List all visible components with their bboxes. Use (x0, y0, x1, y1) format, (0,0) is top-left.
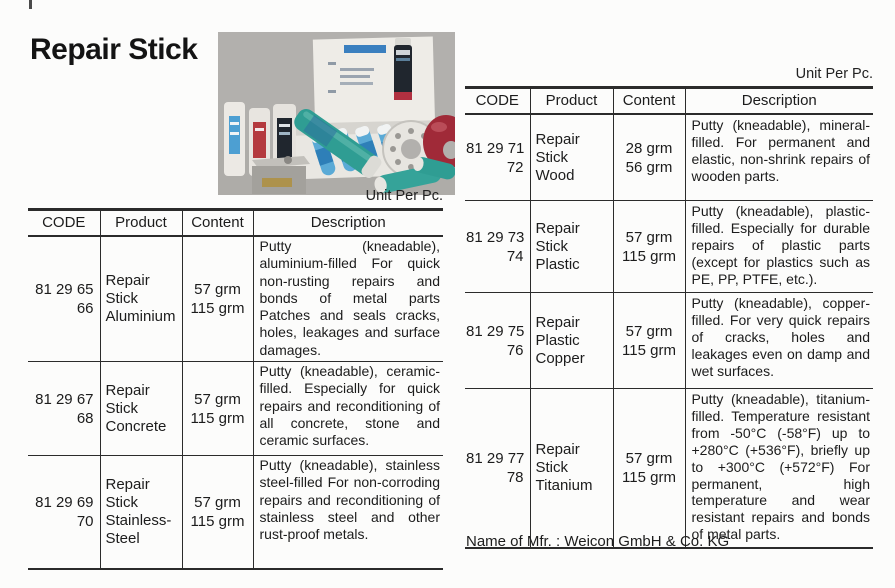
col-header-code: CODE (28, 210, 100, 237)
product-code-suffix: 70 (76, 513, 94, 530)
product-description: Putty (kneadable), mineral-filled. For permanent and elastic, non-shrink repairs of wooden parts. (685, 114, 873, 201)
content-cell (182, 362, 253, 456)
product-description: Putty (kneadable), titanium-filled. Temperature resistant from -50°C (-58°F) up to +280°C (+536°F), briefly up to +300°C (+572°F) For permanent, high temperature and wear resistant repairs and bonds of metal parts. (685, 389, 873, 549)
product-description: Putty (kneadable), plastic-filled. Especially for durable repairs of plastic parts (except for plastics such as PE, PP, PTFE, etc.). (685, 201, 873, 293)
content-weight: 57 grm (194, 390, 241, 408)
product-code-suffix: 78 (506, 469, 524, 486)
unit-per-pc-label: Unit Per Pc. (365, 188, 443, 204)
col-header-description: Description (685, 88, 873, 115)
product-code-cell (465, 389, 530, 549)
product-code-cell (28, 362, 100, 456)
product-photo-illustration (218, 32, 455, 195)
product-code: 81 29 73 (466, 228, 525, 246)
table-row (465, 114, 873, 201)
product-code-cell (465, 114, 530, 201)
scan-artifact (29, 0, 32, 9)
product-description: Putty (kneadable), copper-filled. For very quick repairs of cracks, holes and leakages even on damp and wet surfaces. (685, 293, 873, 389)
unit-per-pc-label: Unit Per Pc. (795, 66, 873, 82)
content-cell (613, 389, 685, 549)
product-code-suffix: 76 (506, 341, 524, 359)
content-weight: 57 grm (194, 281, 241, 298)
content-weight: 57 grm (194, 494, 241, 511)
product-code-cell (465, 201, 530, 293)
content-weight: 115 grm (190, 409, 245, 427)
product-code-cell (28, 236, 100, 362)
product-name: Repair Stick Concrete (100, 362, 182, 456)
product-name: Repair Stick Stainless-Steel (100, 456, 182, 570)
table-row (28, 456, 443, 570)
table-row (465, 201, 873, 293)
col-header-product: Product (530, 88, 613, 115)
product-code: 81 29 65 (35, 281, 94, 298)
table-header-row (28, 210, 443, 237)
repair-stick-table-right (465, 86, 873, 549)
product-code-suffix: 66 (76, 300, 94, 317)
content-weight: 115 grm (622, 247, 676, 265)
product-code-suffix: 74 (506, 247, 524, 265)
table-row (465, 389, 873, 549)
product-description: Putty (kneadable), aluminium-filled For quick non-rusting repairs and bonds of metal parts Patches and seals cracks, holes, leakages and surface damages. (253, 236, 443, 362)
product-name: Repair Stick Plastic (530, 201, 613, 293)
dark-repair-stick (394, 38, 412, 100)
content-cell (182, 456, 253, 570)
content-weight: 115 grm (622, 469, 676, 486)
product-code: 81 29 75 (466, 322, 525, 340)
content-weight: 56 grm (625, 158, 673, 176)
content-weight: 57 grm (625, 228, 673, 246)
product-photo (218, 32, 455, 195)
product-code: 81 29 67 (35, 390, 94, 408)
content-weight: 115 grm (622, 341, 676, 359)
manufacturer-note: Name of Mfr. : Weicon GmbH & Co. KG (466, 533, 730, 550)
table-row (28, 236, 443, 362)
product-name: Repair Stick Titanium (530, 389, 613, 549)
table-header-row (465, 88, 873, 115)
content-weight: 57 grm (625, 322, 673, 340)
product-code-cell (465, 293, 530, 389)
product-code-suffix: 68 (76, 409, 94, 427)
col-header-content: Content (613, 88, 685, 115)
page-title: Repair Stick (30, 33, 198, 66)
content-cell (613, 201, 685, 293)
repair-stick-table-left (28, 208, 443, 570)
product-name: Repair Plastic Copper (530, 293, 613, 389)
content-cell (182, 236, 253, 362)
product-code: 81 29 77 (466, 450, 525, 467)
table-row (465, 293, 873, 389)
product-name: Repair Stick Aluminium (100, 236, 182, 362)
content-weight: 57 grm (625, 450, 673, 467)
content-cell (613, 293, 685, 389)
product-code: 81 29 69 (35, 494, 94, 511)
col-header-product: Product (100, 210, 182, 237)
product-description: Putty (kneadable), stainless steel-filled For non-corroding repairs and reconditioning of stainless steel and other rust-proof metals. (253, 456, 443, 570)
content-cell (613, 114, 685, 201)
product-description: Putty (kneadable), ceramic-filled. Especially for quick repairs and reconditioning of all concrete, stone and ceramic surfaces. (253, 362, 443, 456)
product-code-suffix: 72 (506, 158, 524, 176)
col-header-description: Description (253, 210, 443, 237)
col-header-content: Content (182, 210, 253, 237)
table-row (28, 362, 443, 456)
content-weight: 115 grm (190, 513, 245, 530)
product-name: Repair Stick Wood (530, 114, 613, 201)
col-header-code: CODE (465, 88, 530, 115)
product-code-cell (28, 456, 100, 570)
product-code: 81 29 71 (466, 139, 525, 157)
content-weight: 28 grm (625, 139, 673, 157)
content-weight: 115 grm (190, 300, 245, 317)
